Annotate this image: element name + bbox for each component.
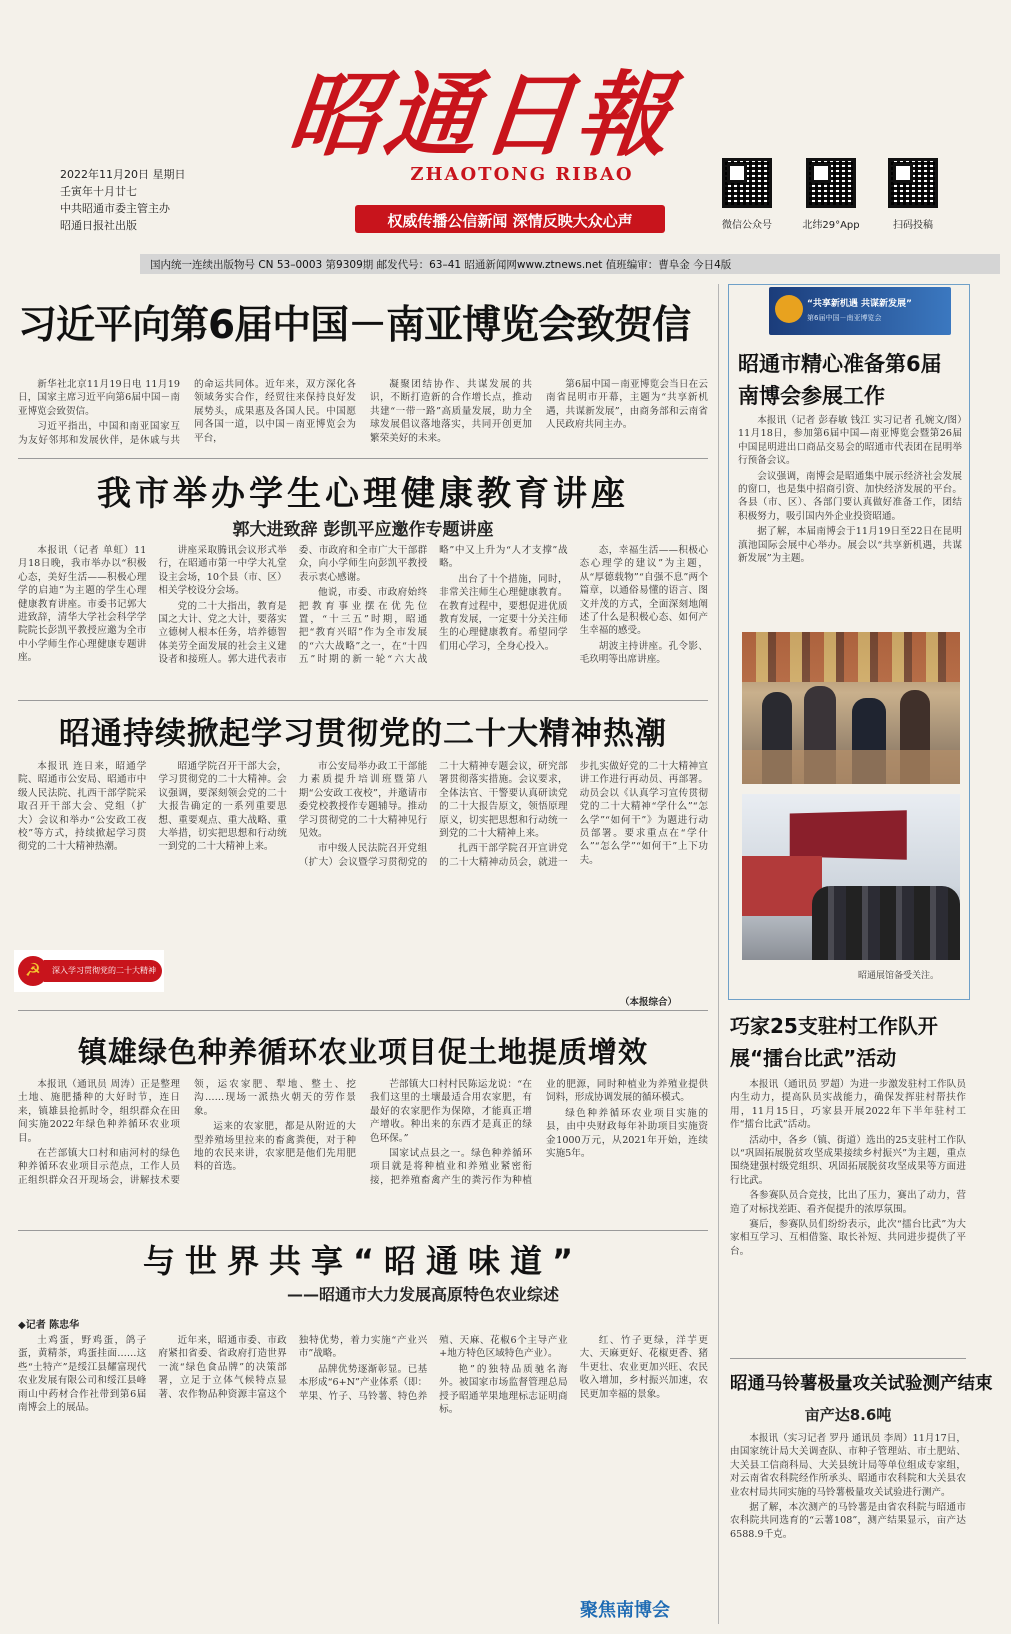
article5-para: 近年来，昭通市委、市政府紧扣省委、省政府打造世界一流“绿色食品牌”的决策部署，立足于立体气候特点显著、农作物品种资源丰富这个独特优势，着力实施“产业兴市”战略。 — [158, 1335, 428, 1400]
article3-headline[interactable]: 昭通持续掀起学习贯彻党的二十大精神热潮 — [59, 716, 667, 752]
divider — [18, 1010, 708, 1011]
sidebar-article3-headline[interactable]: 昭通马铃薯极量攻关试验测产结束 — [730, 1374, 993, 1394]
article4-headline[interactable]: 镇雄绿色种养循环农业项目促土地提质增效 — [77, 1035, 648, 1069]
divider — [18, 1230, 708, 1231]
expo-logo-text: 聚焦南博会 — [580, 1600, 670, 1621]
article1-para: 习近平指出，中国和南亚国家互为友好邻邦和发展伙伴，是休戚与共的命运共同体。近年来，双方深化各领域务实合作，经贸往来保持良好发展势头，成果惠及各国人民。中国愿同各国一道，以中国－南亚博览会为平台， — [18, 379, 356, 446]
article4-para: 绿色种养循环农业项目实施的县，由中央财政每年补助项目实施资金1000万元，从2021年开始，连续实施5年。 — [546, 1107, 708, 1160]
article4-body — [18, 1078, 708, 1226]
photo-table — [742, 750, 960, 784]
party-emblem-icon: ☭ — [18, 956, 48, 986]
sidebar-article2-para: 本报讯（通讯员 罗超）为进一步激发驻村工作队员内生动力，提高队员实战能力，确保发挥驻村帮扶作用，11月15日，巧家县开展2022年下半年驻村工作“擂台比武”活动。 — [730, 1079, 966, 1131]
article3-source: （本报综合） — [620, 997, 678, 1008]
article1-para: 第6届中国－南亚博览会当日在云南省昆明市开幕，主题为“共享新机遇，共谋新发展”，由商务部和云南省人民政府共同主办。 — [546, 379, 708, 431]
info-bar-text: 国内统一连续出版物号 CN 53–0003 第9309期 邮发代号：63–41 昭通新闻网www.ztnews.net 值班编审：曹阜金 今日4版 — [150, 259, 732, 271]
lunar-date: 壬寅年十月廿七 — [60, 185, 137, 198]
article3-para: 本报讯 连日来，昭通学院、昭通市公安局、昭通市中级人民法院、扎西干部学院采取召开干部大会、党组（扩大）会议和举办“公安政工夜校”等方式，持续掀起学习贯彻党的二十大精神热潮。 — [18, 761, 147, 853]
article1-para: 凝聚团结协作、共谋发展的共识，不断打造新的合作增长点，推动共建“一带一路”高质量发展，助力全球发展倡议落地落实，共同开创更加繁荣美好的未来。 — [370, 379, 532, 444]
expo-banner-icon — [775, 295, 803, 323]
article4-para: 在芒部镇大口村和庙河村的绿色种养循环农业项目示范点，工作人员正组织群众召开现场会，讲解技术要领，运农家肥、犁地、整土、挖沟……现场一派热火朝天的劳作景象。 — [18, 1079, 356, 1186]
article2-para: 他说，市委、市政府始终把教育事业摆在优先位置，“十三五”时期，昭通把“教育兴昭”作为全市发展的“六大战略”之一，在“十四五”时期的新一轮“六大战略”中又上升为“人才支撑”战略。 — [298, 545, 568, 666]
qr-label-wechat: 微信公众号 — [722, 220, 772, 231]
expo-banner-title: “共享新机遇 共谋新发展” — [807, 299, 912, 309]
article4-para: 芒部镇大口村村民陈运龙说：“在我们这里的土壤最适合用农家肥，有最好的农家肥作为保障，才能真正增产增收。种出来的东西才是真正的绿色环保。” — [370, 1079, 532, 1144]
article4-para: 国家试点县之一。绿色种养循环项目就是将种植业和养殖业紧密衔接，把养殖畜禽产生的粪污作为种植业的肥源，同时种植业为养殖业提供饲料，形成协调发展的循环模式。 — [370, 1079, 708, 1186]
sidebar-article1-para: 本报讯（记者 彭春敏 钱江 实习记者 孔婉文/图）11月18日，参加第6届中国—南亚博览会暨第26届中国昆明进出口商品交易会的昭通市代表团在昆明举行预备会议。 — [738, 415, 962, 467]
article2-para: 胡波主持讲座。孔令影、毛玖明等出席讲座。 — [579, 640, 708, 666]
expo-photo-booth — [742, 794, 960, 960]
sidebar-photo-caption: 昭通展馆备受关注。 — [858, 971, 940, 981]
article5-para: 土鸡蛋，野鸡蛋，鸽子蛋，黄精茶，鸡蛋挂面……这些“土特产”是绥江县耀富现代农业发展有限公司和绥江县峰雨山中药材合作社带到第6届南博会上的展品。 — [18, 1335, 147, 1414]
expo-logo — [560, 1590, 690, 1626]
article5-para: 红、竹子更绿，洋芋更大、天麻更好、花椒更香、猪牛更壮、农业更加兴旺、农民收入增加，乡村振兴加速，农民更加幸福的景象。 — [579, 1335, 708, 1400]
article5-byline: ◆记者 陈忠华 — [18, 1320, 80, 1331]
article5-subhead: ——昭通市大力发展高原特色农业综述 — [286, 1285, 559, 1304]
expo-banner — [769, 287, 951, 335]
article2-para: 本报讯（记者 单虹）11月18日晚，我市举办以“积极心态，美好生活——积极心理学的启迪”为主题的学生心理健康教育讲座。市委书记郭大进致辞，清华大学社会科学学院院长彭凯平教授应邀为全市中小学师生作心理健康专题讲座。 — [18, 545, 147, 664]
sidebar-article3-para: 本报讯（实习记者 罗丹 通讯员 李周）11月17日，由国家统计局大关调查队、市种子管理站、市土肥站、大关县工信商科局、大关县统计局等单位组成专家组，对云南省农科院经作所承头、昭通市农科院和大关县农业农村局共同实施的马铃薯极量攻关试验进行测产。 — [730, 1433, 966, 1498]
article5-body — [18, 1334, 708, 1624]
qr-wechat-icon[interactable] — [722, 158, 772, 208]
article5-headline[interactable]: 与世界共享“昭通味道” — [142, 1242, 584, 1280]
article3-para: 扎西干部学院召开宣讲党的二十大精神动员会，就进一步扎实做好党的二十大精神宣讲工作进行再动员、再部署。动员会以《认真学习宣传贯彻党的二十大精神“学什么”“怎么学”“如何干”》为题进行动员部署。要求重点在“学什么”“怎么学”“如何干”上下功夫。 — [439, 761, 708, 868]
article5-para: 艳”的独特品质驰名海外。被国家市场监督管理总局授予昭通苹果地理标志证明商标。 — [439, 1363, 568, 1416]
article4-para: 本报讯（通讯员 周涛）正是整理土地、施肥播种的大好时节，连日来，镇雄县抢抓时令，组织群众在田间实施2022年绿色种养循环农业项目。 — [18, 1079, 180, 1144]
masthead-pinyin: ZHAOTONG RIBAO — [410, 164, 634, 185]
expo-photo-visitors — [742, 632, 960, 784]
qr-app-icon[interactable] — [806, 158, 856, 208]
sidebar-article2-para: 赛后，参赛队员们纷纷表示，此次“擂台比武”为大家相互学习、互相借鉴、取长补短、共同进步提供了平台。 — [730, 1219, 966, 1257]
sidebar-article2-para: 活动中，各乡（镇、街道）选出的25支驻村工作队以“巩固拓展脱贫攻坚成果接续乡村振兴”为主题，重点围绕建强村级党组织、巩固拓展脱贫攻坚成果等方面进行比武。 — [730, 1134, 966, 1186]
sidebar-article3-subhead: 亩产达8.6吨 — [804, 1406, 892, 1424]
article3-para: 市公安局举办政工干部能力素质提升培训班暨第八期“公安政工夜校”，并邀请市委党校教授作专题辅导。推动学习贯彻党的二十大精神见行见效。 — [298, 761, 428, 840]
sidebar-article1-body — [738, 414, 962, 624]
photo-booth-wall — [742, 856, 822, 916]
article1-para: 新华社北京11月19日电 11月19日，国家主席习近平向第6届中国－南亚博览会致贺信。 — [18, 379, 180, 417]
masthead-title: 昭通日報 — [283, 61, 679, 169]
article3-para: 昭通学院召开干部大会，学习贯彻党的二十大精神。会议强调，要深刻领会党的二十大报告确定的一系列重要思想、重要观点、重大战略、重大举措，切实把思想和行动统一到党的二十大精神上来。 — [158, 761, 287, 853]
article2-body — [18, 544, 708, 692]
party-badge — [14, 950, 164, 992]
article2-subhead: 郭大进致辞 彭凯平应邀作专题讲座 — [232, 520, 494, 540]
article2-para: 党的二十大指出，教育是国之大计、党之大计，要落实立德树人根本任务，培养德智体美劳全面发展的社会主义建设者和接班人。郭大进代表市委、市政府和全市广大干部群众，向小学师生向彭凯平教授表示衷心感谢。 — [158, 545, 428, 666]
sponsor: 中共昭通市委主管主办 — [60, 202, 170, 215]
article2-headline[interactable]: 我市举办学生心理健康教育讲座 — [97, 474, 629, 514]
article1-body — [18, 378, 708, 450]
sidebar-article1-para: 据了解，本届南博会于11月19日至22日在昆明滇池国际会展中心举办。展会以“共享新机遇，共谋新发展”为主题。 — [738, 526, 962, 565]
sidebar-article1-headline[interactable]: 昭通市精心准备第6届南博会参展工作 — [738, 352, 942, 408]
article5-para: 品牌优势逐渐彰显。已基本形成“6+N”产业体系（即：苹果、竹子、马铃薯、特色养殖、天麻、花椒6个主导产业+地方特色区域特色产业）。 — [298, 1335, 568, 1402]
sidebar-article2-headline[interactable]: 巧家25支驻村工作队开展“擂台比武”活动 — [730, 1014, 938, 1070]
sidebar-article3-para: 据了解，本次测产的马铃薯是由省农科院与昭通市农科院共同选育的“云薯108”，测产结果显示，亩产达6588.9千克。 — [730, 1502, 966, 1540]
article2-para: 出台了十个措施，同时，非常关注师生心理健康教育。在教育过程中，要想促进优质教育发展，一定要十分关注师生的心理健康教育。希望同学们用心学习，全身心投入。 — [439, 573, 568, 652]
sidebar-article3-body — [730, 1432, 966, 1624]
article2-para: 态，幸福生活——积极心态心理学的建议”为主题，从“厚德载物”“自强不息”两个篇章，以通俗易懂的语言、图文并茂的方式，全面深刻地阐述了什么是积极心态、如何产生幸福的感受。 — [579, 545, 708, 637]
sidebar-divider — [718, 284, 719, 1624]
photo-shelf — [742, 632, 960, 682]
qr-label-app: 北纬29°App — [802, 220, 860, 231]
qr-label-submit: 扫码投稿 — [893, 220, 933, 231]
publisher: 昭通日报社出版 — [60, 219, 137, 232]
sidebar-article2-body — [730, 1078, 966, 1350]
qr-submit-icon[interactable] — [888, 158, 938, 208]
article2-para: 讲座采取腾讯会议形式举行，在昭通市第一中学大礼堂设主会场，10个县（市、区）相关学校设分会场。 — [158, 545, 287, 597]
slogan-text: 权威传播公信新闻 深情反映大众心声 — [387, 212, 633, 230]
photo-crowd — [812, 886, 960, 960]
article1-headline[interactable]: 习近平向第6届中国－南亚博览会致贺信 — [18, 303, 691, 348]
party-badge-text: 深入学习贯彻党的二十大精神 — [52, 966, 156, 975]
divider — [18, 700, 708, 701]
article3-para: 市中级人民法院召开党组（扩大）会议暨学习贯彻党的二十大精神专题会议，研究部署贯彻落实措施。会议要求，全体法官、干警要认真研读党的二十大报告原文，领悟原理原义，切实把思想和行动统一到党的二十大精神上来。 — [298, 761, 568, 868]
expo-banner-sub: 第6届中国－南亚博览会 — [807, 314, 882, 322]
divider — [18, 458, 708, 459]
photo-booth-sign — [790, 810, 907, 860]
sidebar-article1-para: 会议强调，南博会是昭通集中展示经济社会发展的窗口，也是集中招商引资、加快经济发展的平台。各县（市、区）、各部门要认真做好准备工作，团结积极努力，吸引国内外企业投资昭通。 — [738, 470, 962, 522]
article4-para: 运来的农家肥，都是从附近的大型养殖场里拉来的畜禽粪便，对于种地的农民来讲，农家肥是他们先用肥料的首选。 — [194, 1121, 356, 1173]
sidebar-article2-para: 各参赛队员合竞技，比出了压力，赛出了动力，营造了对标找差距、看齐促提升的浓厚氛围。 — [730, 1190, 966, 1215]
divider — [730, 1358, 966, 1359]
issue-date: 2022年11月20日 星期日 — [60, 168, 186, 181]
